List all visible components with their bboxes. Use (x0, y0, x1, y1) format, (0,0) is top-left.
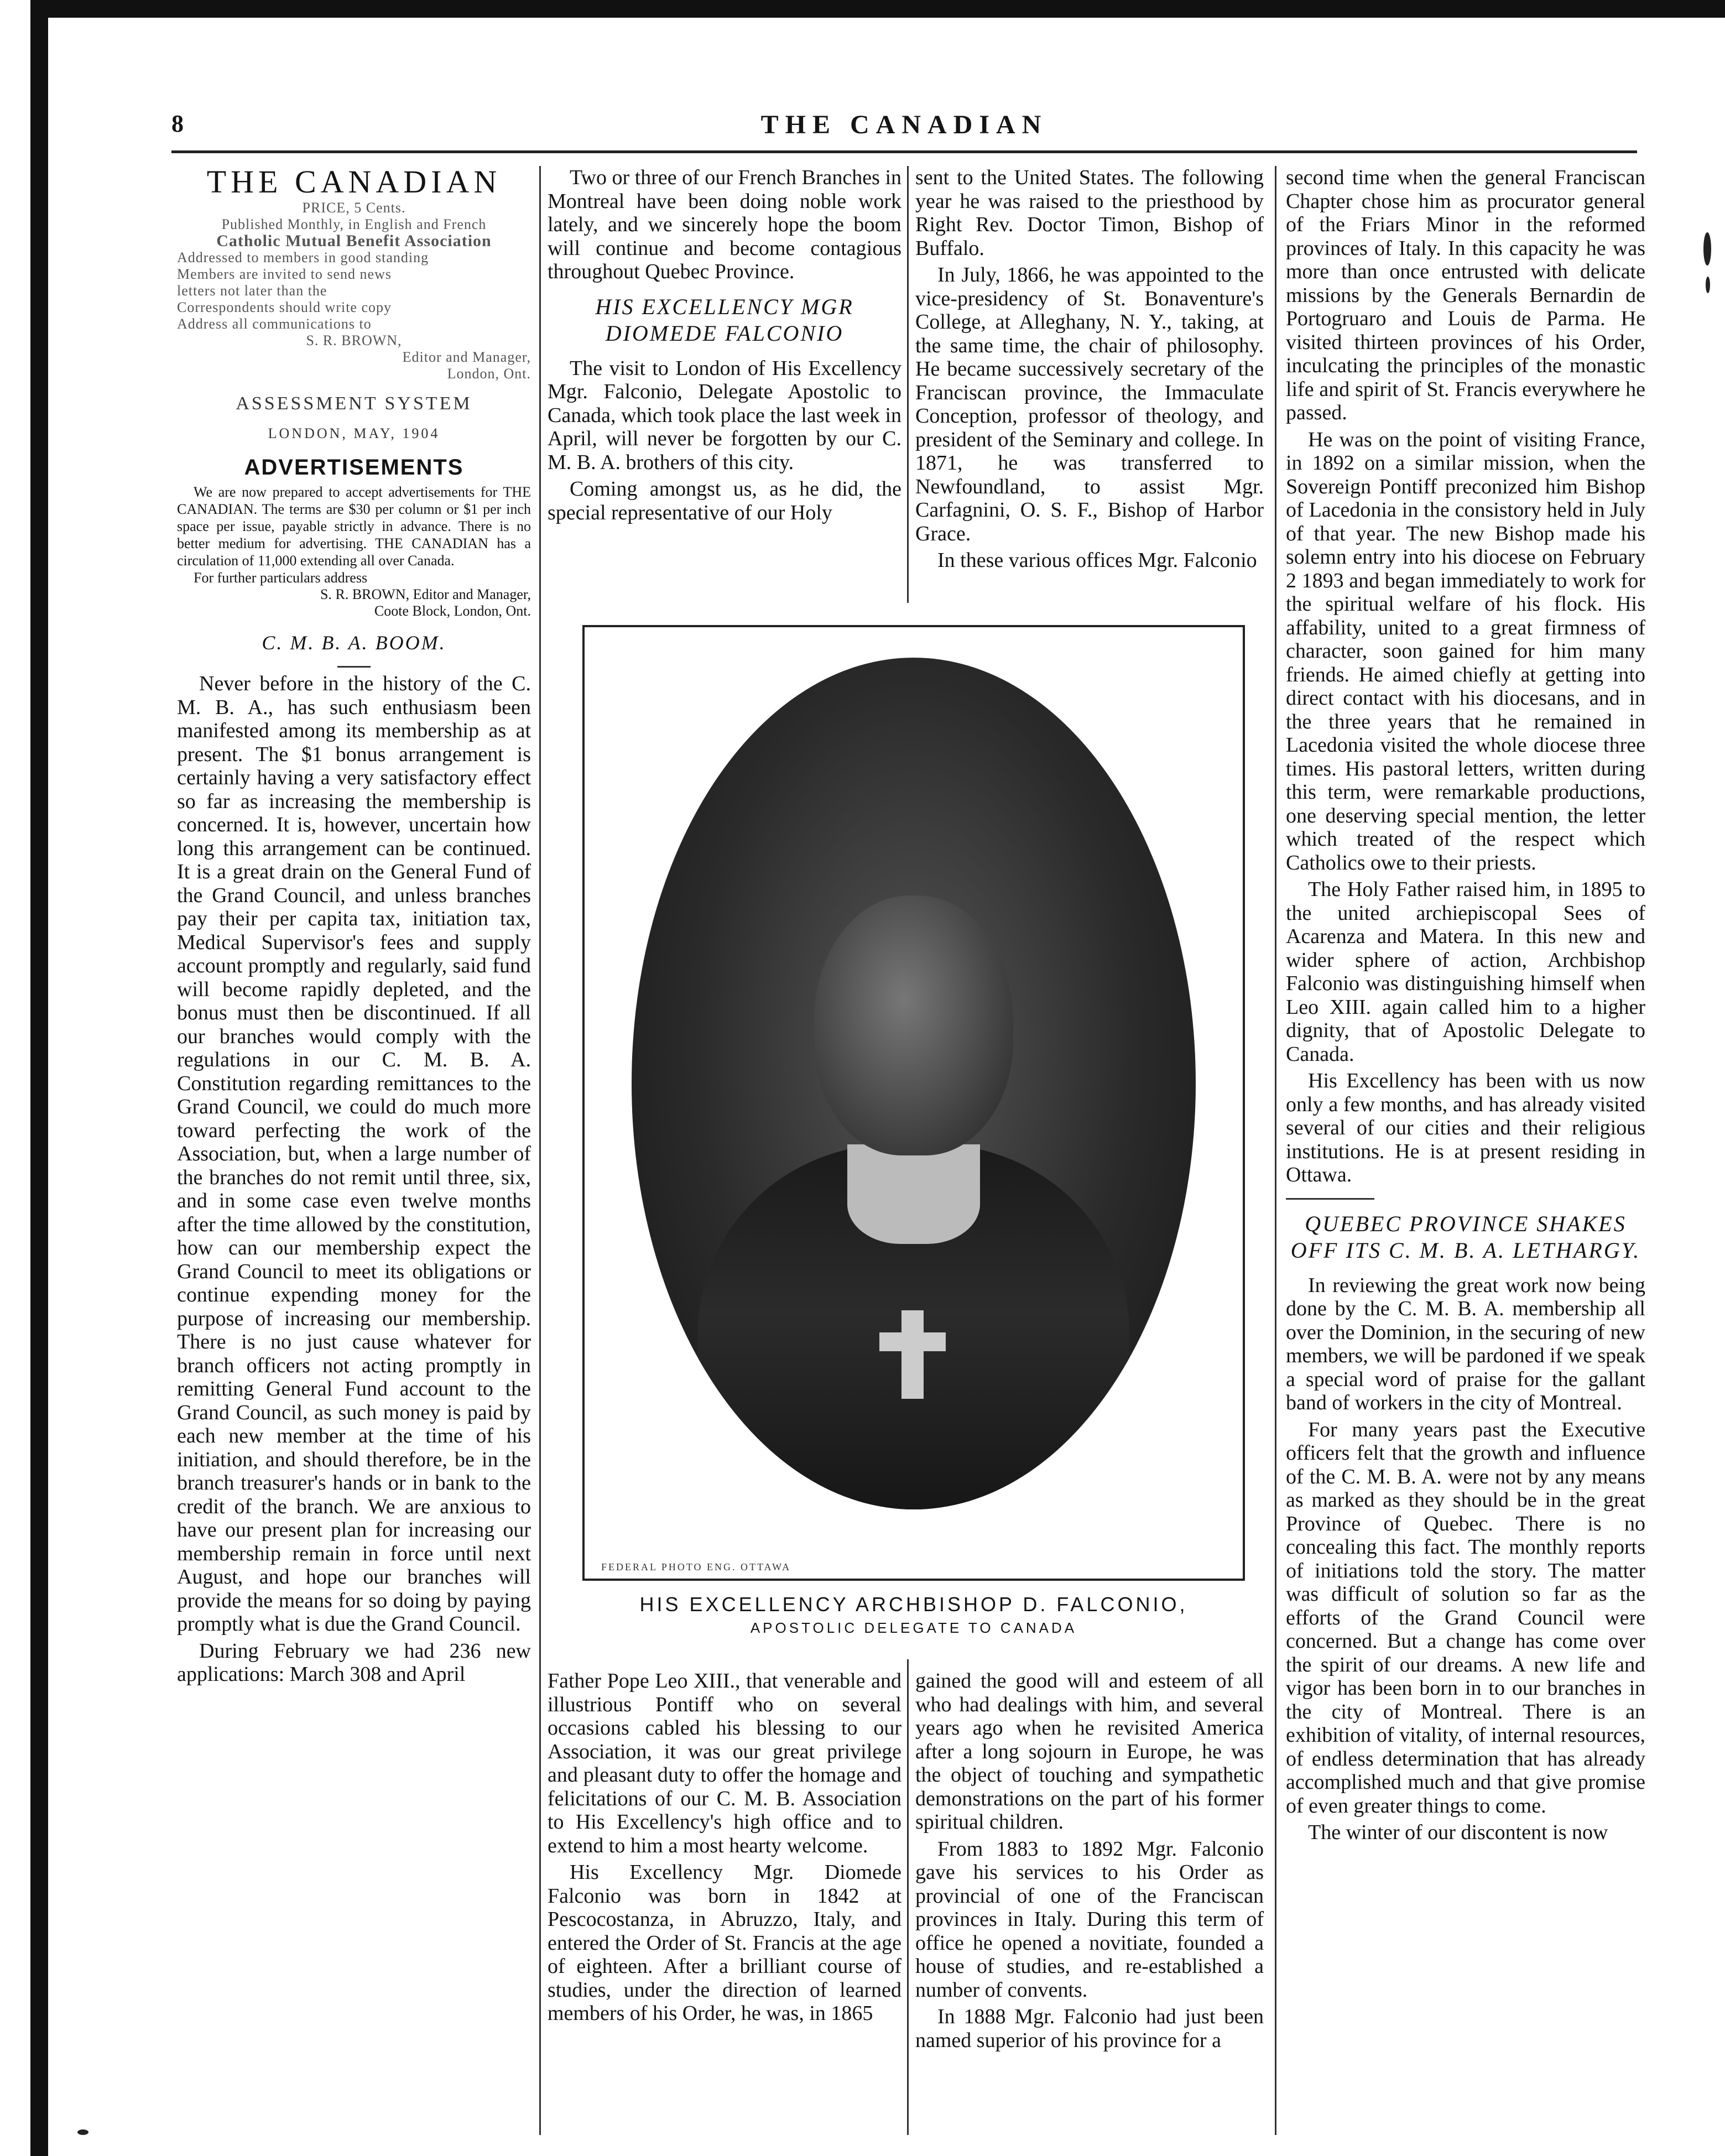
signature-name: S. R. BROWN, Editor and Manager, (320, 586, 531, 602)
editor-name: S. R. BROWN, (306, 332, 402, 348)
column-2 (548, 166, 901, 528)
notice-line: Members are invited to send news (177, 265, 392, 282)
scan-speck (77, 2129, 88, 2135)
portrait-face (814, 895, 1013, 1155)
running-head: THE CANADIAN (760, 110, 1048, 139)
falconio-paragraph: The Holy Father raised him, in 1895 to the united archiepiscopal Sees of Acarenza and Matera. In this new and wider sphere of action, Archbishop Falconio was distinguishing himself when Leo XIII. again called him to a higher dignity, that of Apostolic Delegate to Canada. (1286, 878, 1645, 1066)
falconio-paragraph: In these various offices Mgr. Falconio (937, 549, 1257, 572)
falconio-paragraph: The visit to London of His Excellency Mgr. Falconio, Delegate Apostolic to Canada, which took place the last week in April, will never be forgotten by our C. M. B. A. brothers of this city. (548, 356, 901, 474)
masthead-title: THE CANADIAN (206, 164, 502, 200)
assessment-title: ASSESSMENT SYSTEM (236, 393, 472, 414)
falconio-paragraph: His Excellency has been with us now only a few months, and has already visited several of our cities and their religious institutions. He is at present residing in Ottawa. (1286, 1069, 1645, 1186)
notice-line: Correspondents should write copy (177, 299, 392, 315)
quebec-title: QUEBEC PROVINCE SHAKES OFF ITS C. M. B. A. LETHARGY. (1290, 1211, 1641, 1263)
column-rule (907, 166, 909, 603)
column-2-lower (548, 1669, 901, 2029)
falconio-paragraph: second time when the general Franciscan Chapter chose him as procurator general of the Friars Minor in the reformed provinces of Italy. In this capacity he was more than once entrusted with delicate missions by the Generals Bernardin de Portogruaro and Louis de Parma. He visited thirteen provinces of his Order, inculcating the principles of the monastic life and spirit of St. Francis everywhere he passed. (1286, 166, 1645, 424)
caption-line-2: APOSTOLIC DELEGATE TO CANADA (750, 1619, 1077, 1636)
falconio-paragraph: In 1888 Mgr. Falconio had just been named superior of his province for a (915, 2005, 1264, 2052)
falconio-paragraph: Coming amongst us, as he did, the special representative of our Holy (548, 477, 901, 524)
falconio-paragraph: Father Pope Leo XIII., that venerable and illustrious Pontiff who on several occasions cabled his blessing to our Association, it was our great privilege and pleasant duty to offer the homage and felicitations of our C. M. B. Association to His Excellency's high office and to extend to him a most hearty welcome. (548, 1669, 901, 1857)
pectoral-crossbar (879, 1332, 946, 1351)
notice-line: Address all communications to (177, 315, 372, 332)
column-4 (1286, 166, 1645, 1848)
portrait-oval (632, 658, 1196, 1509)
advertisements-text: We are now prepared to accept advertisements for THE CANADIAN. The terms are $30 per column or $1 per inch space per issue, payable strictly in advance. There is no better medium for advertising. THE CANADIAN has a circulation of 11,000 extending all over Canada. (177, 484, 531, 569)
column-rule (1275, 166, 1276, 2135)
falconio-paragraph: His Excellency Mgr. Diomede Falconio was born in 1842 at Pescocostanza, in Abruzzo, Italy, and entered the Order of St. Francis at the age of eighteen. After a brilliant course of studies, under the direction of learned members of his Order, he was, in 1865 (548, 1861, 901, 2025)
published-line: Published Monthly, in English and French (221, 216, 487, 232)
editor-address: London, Ont. (447, 365, 531, 382)
caption-line-1: HIS EXCELLENCY ARCHBISHOP D. FALCONIO, (639, 1593, 1188, 1616)
association-line: Catholic Mutual Benefit Association (216, 231, 492, 250)
masthead-notice (177, 200, 531, 382)
boom-title: C. M. B. A. BOOM. (262, 632, 446, 654)
falconio-title: HIS EXCELLENCY MGR DIOMEDE FALCONIO (595, 294, 854, 346)
assessment-dateline: LONDON, MAY, 1904 (268, 425, 440, 441)
section-rule (337, 666, 371, 668)
page-header (171, 110, 1637, 148)
falconio-paragraph: From 1883 to 1892 Mgr. Falconio gave his services to his Order as provincial of one of the Franciscan provinces in Italy. During this term of office he opened a novitiate, founded a house of studies, and re-established a number of convents. (915, 1837, 1264, 2002)
advertisements-signature (177, 586, 531, 619)
falconio-paragraph: In July, 1866, he was appointed to the vice-presidency of St. Bonaventure's College, at Alleghany, N. Y., taking, at the same time, the chair of philosophy. He became successively secretary of the Franciscan province, the Immaculate Conception, professor of theology, and president of the Seminary and college. In 1871, he was transferred to Newfoundland, to assist Mgr. Carfagnini, O. S. F., Bishop of Harbor Grace. (915, 263, 1264, 545)
scan-border-left (30, 0, 48, 2156)
scan-border-top (30, 0, 1725, 18)
falconio-paragraph: He was on the point of visiting France, in 1892 on a similar mission, when the Sovereign Pontiff preconized him Bishop of Lacedonia in the consistory held in July of that year. The new Bishop made his solemn entry into his diocese on February 2 1893 and began immediately to work for the spiritual welfare of his flock. His affability, united to a great firmness of character, soon gained for him many friends. He aimed chiefly at getting into direct contact with his diocesans, and in the three years that he remained in Lacedonia visited the whole diocese three times. His pastoral letters, written during this term, were remarkable productions, one deserving special mention, the letter which treated of the respect which Catholics owe to their priests. (1286, 428, 1645, 874)
photo-credit: FEDERAL PHOTO ENG. OTTAWA (601, 1561, 791, 1572)
column-3-lower (915, 1669, 1264, 2055)
notice-line: Addressed to members in good standing (177, 249, 429, 265)
boom-paragraph: Never before in the history of the C. M. B. A., has such enthusiasm been manifested among its membership as at present. The $1 bonus arrangement is certainly having a very satisfactory effect so far as increasing the membership is concerned. It is, however, uncertain how long this arrangement can be continued. It is a great drain on the General Fund of the Grand Council, and unless branches pay their per capita tax, initiation tax, Medical Supervisor's fees and supply account promptly and regularly, said fund will become rapidly depleted, and the bonus must then be discontinued. If all our branches would comply with the regulations in our C. M. B. A. Constitution regarding remittances to the Grand Council, we could do much more toward perfecting the work of the Association, but, when a large number of the branches do not remit until three, six, and in some case even twelve months after the time allowed by the constitution, how can our membership expect the Grand Council to meet its obligations or continue expending money for the purpose of increasing our membership. There is no just cause whatever for branch officers not acting promptly in remitting General Fund account to the Grand Council, as such money is paid by each new member at the time of his initiation, and should therefore, be in the branch treasurer's hands or in bank to the credit of the branch. We are anxious to have our present plan for increasing our membership remain in force until next August, and hope our branches will provide the means for so doing by paying promptly what is due the Grand Council. (177, 672, 531, 1636)
scan-speck (1703, 232, 1711, 265)
quebec-paragraph: For many years past the Executive officers felt that the growth and influence of the C. M. B. A. were not by any means as marked as they should be in the great Province of Quebec. There is no concealing this fact. The monthly reports of initiations told the story. The matter was difficult of solution so far as the efforts of the Grand Council were concerned. But a change has come over the spirit of our dreams. A new life and vigor has been born in to our branches in the city of Montreal. There is an exhibition of vitality, of internal resources, of endless determination that has already accomplished much and that give promise of even greater things to come. (1286, 1418, 1645, 1818)
column-1 (177, 166, 531, 1690)
advertisements-body (177, 483, 531, 586)
scan-speck (1706, 277, 1710, 293)
falconio-paragraph: sent to the United States. The following year he was raised to the priesthood by Right Rev. Doctor Timon, Bishop of Buffalo. (915, 166, 1264, 260)
editor-title: Editor and Manager, (402, 348, 531, 365)
column-rule (907, 1659, 909, 2135)
header-rule (171, 150, 1637, 153)
signature-address: Coote Block, London, Ont. (374, 603, 531, 619)
montreal-note: Two or three of our French Branches in Montreal have been doing noble work lately, and we sincerely hope the boom will continue and become contagious throughout Quebec Province. (548, 166, 901, 283)
advertisements-inquiry: For further particulars address (194, 570, 368, 586)
notice-line: letters not later than the (177, 282, 327, 299)
price-line: PRICE, 5 Cents. (302, 199, 406, 216)
column-rule (539, 166, 541, 2135)
photo-caption (582, 1593, 1245, 1637)
pectoral-cross-icon (901, 1310, 924, 1399)
advertisements-heading: ADVERTISEMENTS (244, 455, 464, 480)
quebec-paragraph: In reviewing the great work now being done by the C. M. B. A. membership all over the Dominion, in the securing of new members, we will be pardoned if we speak a special word of praise for the gallant band of workers in the city of Montreal. (1286, 1273, 1646, 1414)
falconio-paragraph: gained the good will and esteem of all who had dealings with him, and several years ago when he revisited America after a long sojourn in Europe, he was the object of touching and sympathetic demonstrations on the part of his former spiritual children. (915, 1669, 1264, 1834)
section-rule (1286, 1198, 1374, 1200)
quebec-paragraph: The winter of our discontent is now (1308, 1821, 1608, 1844)
portrait-collar (847, 1144, 980, 1244)
page-number: 8 (171, 110, 184, 137)
column-3 (915, 166, 1264, 576)
boom-paragraph: During February we had 236 new applications: March 308 and April (177, 1639, 531, 1686)
portrait-photo (582, 625, 1245, 1581)
